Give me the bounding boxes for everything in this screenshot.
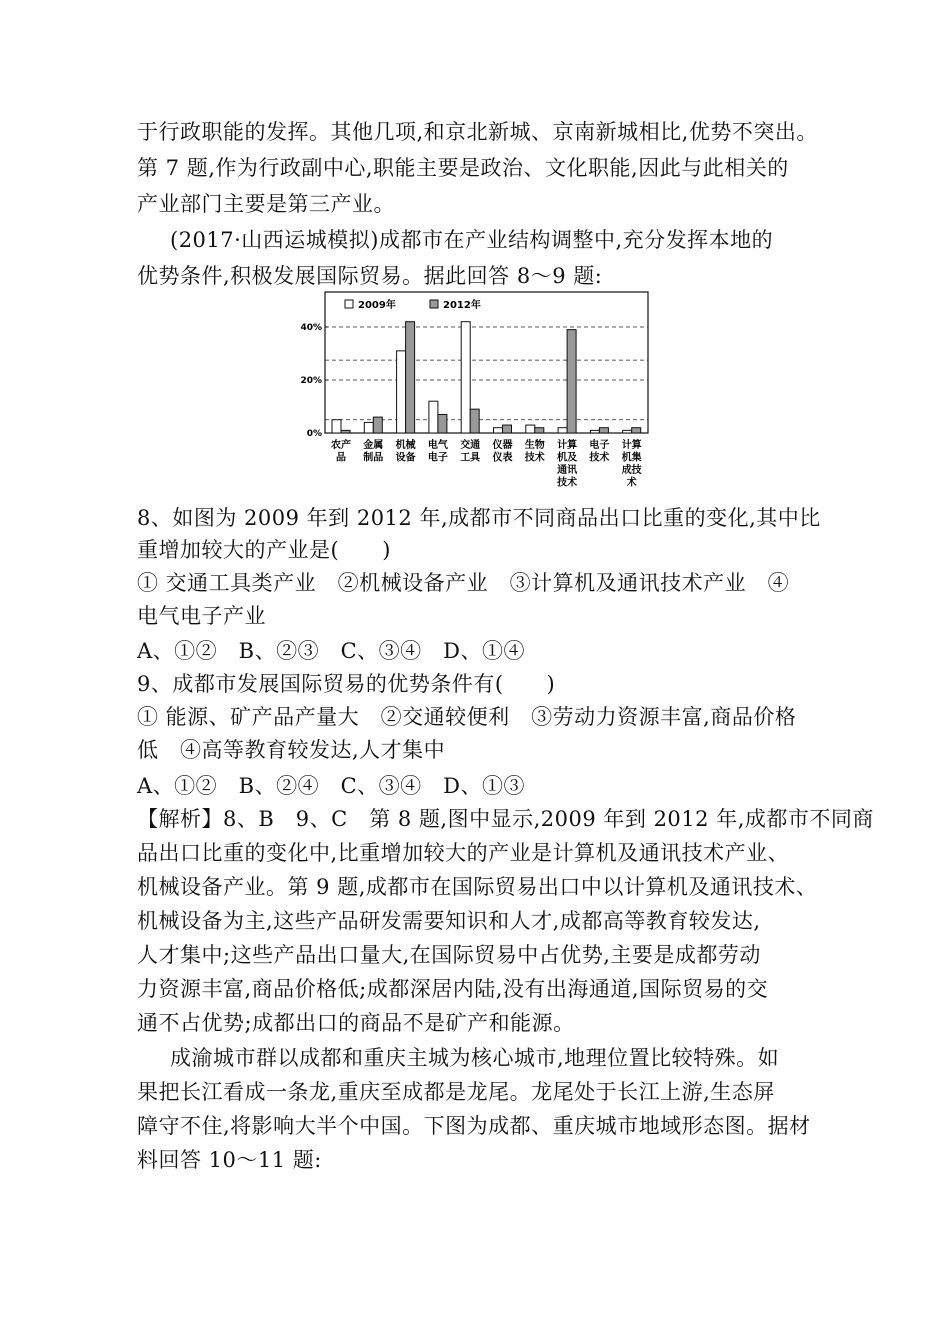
- x-tick-label: 电子: [427, 452, 448, 464]
- bar: [535, 428, 544, 433]
- x-tick-label: 仪表: [492, 452, 513, 464]
- text-line: 低 ④高等教育较发达,人才集中: [137, 738, 446, 762]
- x-tick-label: 计算: [621, 440, 642, 451]
- x-tick-label: 仪器: [492, 440, 513, 451]
- bar: [461, 322, 470, 433]
- x-tick-label: 机及: [557, 452, 578, 464]
- y-tick-label: 0%: [306, 429, 322, 439]
- text-line: 电气电子产业: [137, 604, 266, 628]
- bar: [567, 330, 576, 433]
- bar: [406, 322, 415, 433]
- text-line: 优势条件,积极发展国际贸易。据此回答 8～9 题:: [137, 264, 603, 288]
- text-line: 料回答 10～11 题:: [137, 1148, 322, 1172]
- text-line: 成渝城市群以成都和重庆主城为核心城市,地理位置比较特殊。如: [170, 1046, 780, 1070]
- text-line: 机械设备为主,这些产品研发需要知识和人才,成都高等教育较发达,: [137, 909, 761, 933]
- text-line: (2017·山西运城模拟)成都市在产业结构调整中,充分发挥本地的: [170, 228, 774, 252]
- x-tick-label: 计算: [557, 440, 578, 451]
- text-line: 【解析】8、B 9、C 第 8 题,图中显示,2009 年到 2012 年,成都市不同商: [137, 807, 874, 831]
- x-tick-label: 通讯: [557, 465, 578, 476]
- x-tick-label: 机械: [395, 440, 416, 451]
- text-line: A、①② B、②③ C、③④ D、①④: [137, 639, 526, 663]
- x-tick-label: 技术: [524, 452, 545, 464]
- x-tick-label: 金属: [363, 440, 384, 451]
- text-line: 通不占优势;成都出口的商品不是矿产和能源。: [137, 1011, 575, 1035]
- x-tick-label: 技术: [557, 477, 578, 489]
- bar: [503, 425, 512, 433]
- legend-swatch: [345, 300, 353, 308]
- bar: [558, 428, 567, 433]
- bar: [470, 409, 479, 433]
- x-tick-label: 交通: [460, 440, 481, 451]
- text-line: 机械设备产业。第 9 题,成都市在国际贸易出口中以计算机及通讯技术、: [137, 875, 818, 899]
- legend-swatch: [430, 300, 438, 308]
- bar: [438, 414, 447, 433]
- x-tick-label: 工具: [460, 452, 481, 464]
- x-tick-label: 农产: [331, 440, 351, 451]
- bar: [599, 428, 608, 433]
- bar: [429, 401, 438, 433]
- text-line: ① 交通工具类产业 ②机械设备产业 ③计算机及通讯技术产业 ④: [137, 571, 790, 595]
- text-line: 品出口比重的变化中,比重增加较大的产业是计算机及通讯技术产业、: [137, 841, 790, 865]
- text-line: 第 7 题,作为行政副中心,职能主要是政治、文化职能,因此与此相关的: [137, 156, 789, 180]
- bar: [341, 430, 350, 433]
- bar: [332, 420, 341, 433]
- x-tick-label: 生物: [524, 440, 545, 451]
- text-line: 9、成都市发展国际贸易的优势条件有( ): [137, 672, 556, 696]
- x-tick-label: 电气: [427, 440, 448, 451]
- x-tick-label: 技术: [589, 452, 610, 464]
- bar: [373, 417, 382, 433]
- text-line: 重增加较大的产业是( ): [137, 538, 391, 562]
- text-line: 障守不住,将影响大半个中国。下图为成都、重庆城市地域形态图。据材: [137, 1114, 811, 1138]
- text-line: 产业部门主要是第三产业。: [137, 192, 395, 216]
- x-tick-label: 电子: [589, 440, 610, 451]
- y-tick-label: 20%: [300, 376, 322, 386]
- bar: [632, 428, 641, 433]
- bar: [494, 428, 503, 433]
- text-line: A、①② B、②④ C、③④ D、①③: [137, 774, 526, 798]
- text-line: 8、如图为 2009 年到 2012 年,成都市不同商品出口比重的变化,其中比: [137, 506, 821, 530]
- text-line: 力资源丰富,商品价格低;成都深居内陆,没有出海通道,国际贸易的交: [137, 977, 769, 1001]
- bar: [364, 422, 373, 433]
- export-share-chart: [297, 288, 667, 503]
- legend-label: 2012年: [443, 300, 481, 311]
- y-tick-label: 40%: [300, 323, 322, 333]
- bar: [623, 430, 632, 433]
- text-line: 人才集中;这些产品出口量大,在国际贸易中占优势,主要是成都劳动: [137, 943, 761, 967]
- x-tick-label: 设备: [395, 452, 416, 464]
- x-tick-label: 品: [336, 452, 346, 464]
- x-tick-label: 制品: [363, 452, 384, 464]
- legend-label: 2009年: [358, 300, 396, 311]
- text-line: ① 能源、矿产品产量大 ②交通较便利 ③劳动力资源丰富,商品价格: [137, 705, 797, 729]
- plot-frame: [325, 292, 648, 433]
- bar: [590, 430, 599, 433]
- bar: [397, 351, 406, 433]
- x-tick-label: 成技: [621, 465, 642, 476]
- x-tick-label: 术: [626, 477, 637, 489]
- text-line: 果把长江看成一条龙,重庆至成都是龙尾。龙尾处于长江上游,生态屏: [137, 1080, 775, 1104]
- x-tick-label: 机集: [621, 452, 642, 464]
- bar: [526, 425, 535, 433]
- text-line: 于行政职能的发挥。其他几项,和京北新城、京南新城相比,优势不突出。: [137, 120, 818, 144]
